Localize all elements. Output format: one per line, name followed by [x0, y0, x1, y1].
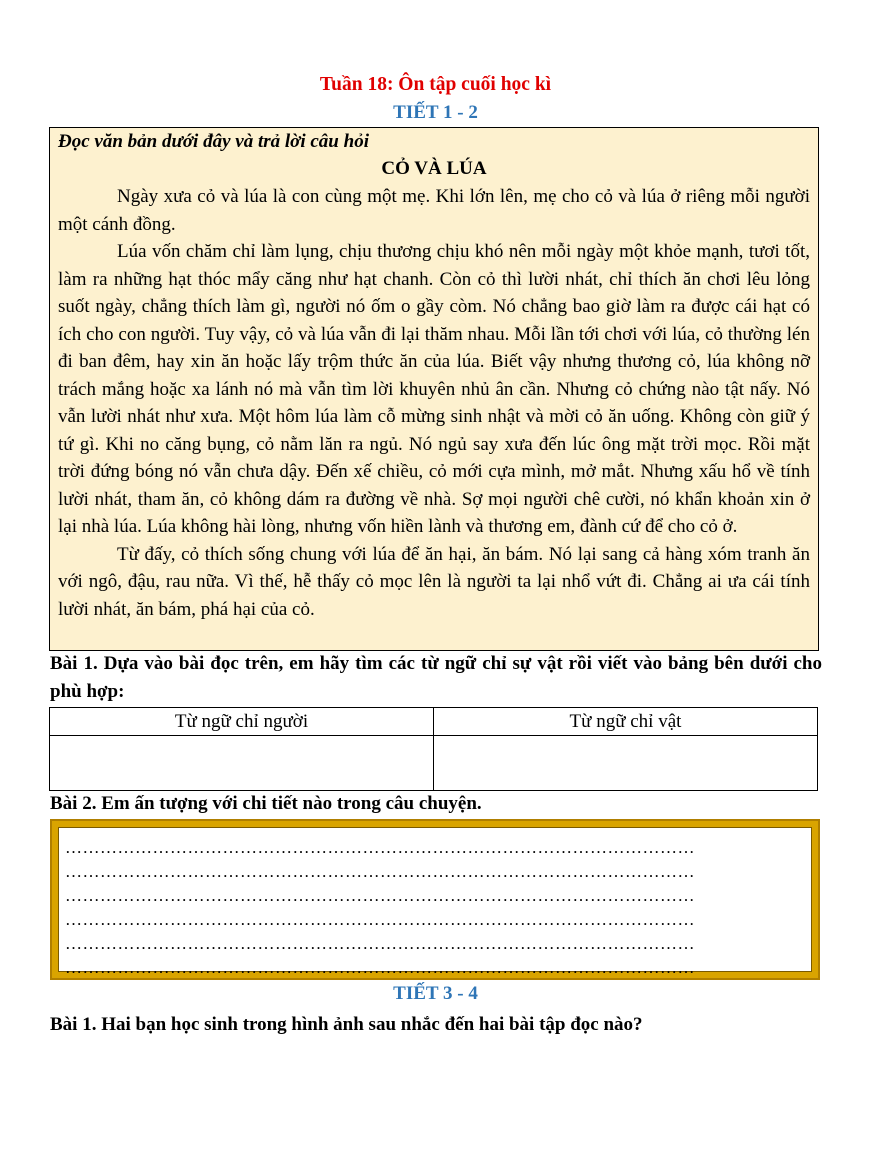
exercise-1-question: Bài 1. Dựa vào bài đọc trên, em hãy tìm các từ ngữ chỉ sự vật rồi viết vào bảng bên dưới cho phù hợp: [50, 653, 822, 702]
dotted-lines [65, 836, 809, 980]
reading-passage-box [49, 127, 819, 651]
story-paragraph: Ngày xưa cỏ và lúa là con cùng một mẹ. Khi lớn lên, mẹ cho cỏ và lúa ở riêng mỗi người một cánh đồng. [58, 186, 810, 235]
dotted-answer-line: ……………………………………………………………………………………………… [65, 862, 695, 881]
story-paragraph: Lúa vốn chăm chỉ làm lụng, chịu thương chịu khó nên mỗi ngày một khỏe mạnh, tươi tốt, làm ra những hạt thóc mẩy căng như hạt chanh. Còn cỏ thì lười nhát, chỉ thích ăn chơi lêu lỏng suốt ngày, chẳng thích làm gì, người nó ốm o gầy còm. Nó chẳng bao giờ làm ra được cái hạt có ích cho con người. Tuy vậy, cỏ và lúa vẫn đi lại thăm nhau. Mỗi lần tới chơi với lúa, cỏ thường lén đi ban đêm, hay xin ăn hoặc lấy trộm thức ăn của lúa. Biết vậy nhưng thương cỏ, lúa không nỡ trách mắng hoặc xa lánh nó mà vẫn tìm lời khuyên nhủ ân cần. Nhưng cỏ chứng nào tật nấy. Nó vẫn lười nhát như xưa. Một hôm lúa làm cỗ mừng sinh nhật và mời cỏ ăn uống. Không còn giữ ý tứ gì. Khi no căng bụng, cỏ nằm lăn ra ngủ. Nó ngủ say xưa đến lúc ông mặt trời mọc. Rồi mặt trời đứng bóng nó vẫn chưa dậy. Đến xế chiều, cỏ mới cựa mình, mở mắt. Nhưng xấu hổ về tính lười nhát, tham ăn, cỏ không dám ra đường về nhà. Sợ mọi người chê cười, nó khẩn khoản xin ở lại nhà lúa. Lúa không hài lòng, nhưng vốn hiền lành và thương em, đành cứ để cho cỏ ở. [58, 241, 810, 537]
dotted-answer-line: ……………………………………………………………………………………………… [65, 910, 695, 929]
dotted-answer-line: ……………………………………………………………………………………………… [65, 958, 695, 977]
dotted-answer-line: ……………………………………………………………………………………………… [65, 886, 695, 905]
exercise-3-question: Bài 1. Hai bạn học sinh trong hình ảnh sau nhắc đến hai bài tập đọc nào? [50, 1014, 643, 1035]
answer-frame [50, 819, 820, 980]
section-heading-tiet-3-4: TIẾT 3 - 4 [393, 983, 478, 1004]
story-paragraph: Từ đấy, cỏ thích sống chung với lúa để ăn hại, ăn bám. Nó lại sang cả hàng xóm tranh ăn với ngô, đậu, rau nữa. Vì thế, hễ thấy cỏ mọc lên là người ta lại nhổ vứt đi. Chẳng ai ưa cái tính lười nhát, ăn bám, phá hại của cỏ. [58, 543, 810, 620]
reading-instruction: Đọc văn bản dưới đây và trả lời câu hỏi [58, 131, 369, 152]
answer-cell-people[interactable] [50, 736, 434, 791]
section-heading-tiet-1-2: TIẾT 1 - 2 [393, 102, 478, 123]
answer-table [49, 707, 818, 791]
exercise-2-question: Bài 2. Em ấn tượng với chi tiết nào trong câu chuyện. [50, 793, 482, 814]
story-body [58, 183, 810, 623]
answer-writing-area[interactable] [58, 827, 812, 977]
dotted-answer-line: ……………………………………………………………………………………………… [65, 934, 695, 953]
story-title: CỎ VÀ LÚA [381, 158, 487, 179]
answer-cell-things[interactable] [434, 736, 818, 791]
page-title: Tuần 18: Ôn tập cuối học kì [319, 74, 552, 95]
column-header-people: Từ ngữ chỉ người [50, 708, 434, 736]
column-header-things: Từ ngữ chỉ vật [434, 708, 818, 736]
dotted-answer-line: ……………………………………………………………………………………………… [65, 838, 695, 857]
